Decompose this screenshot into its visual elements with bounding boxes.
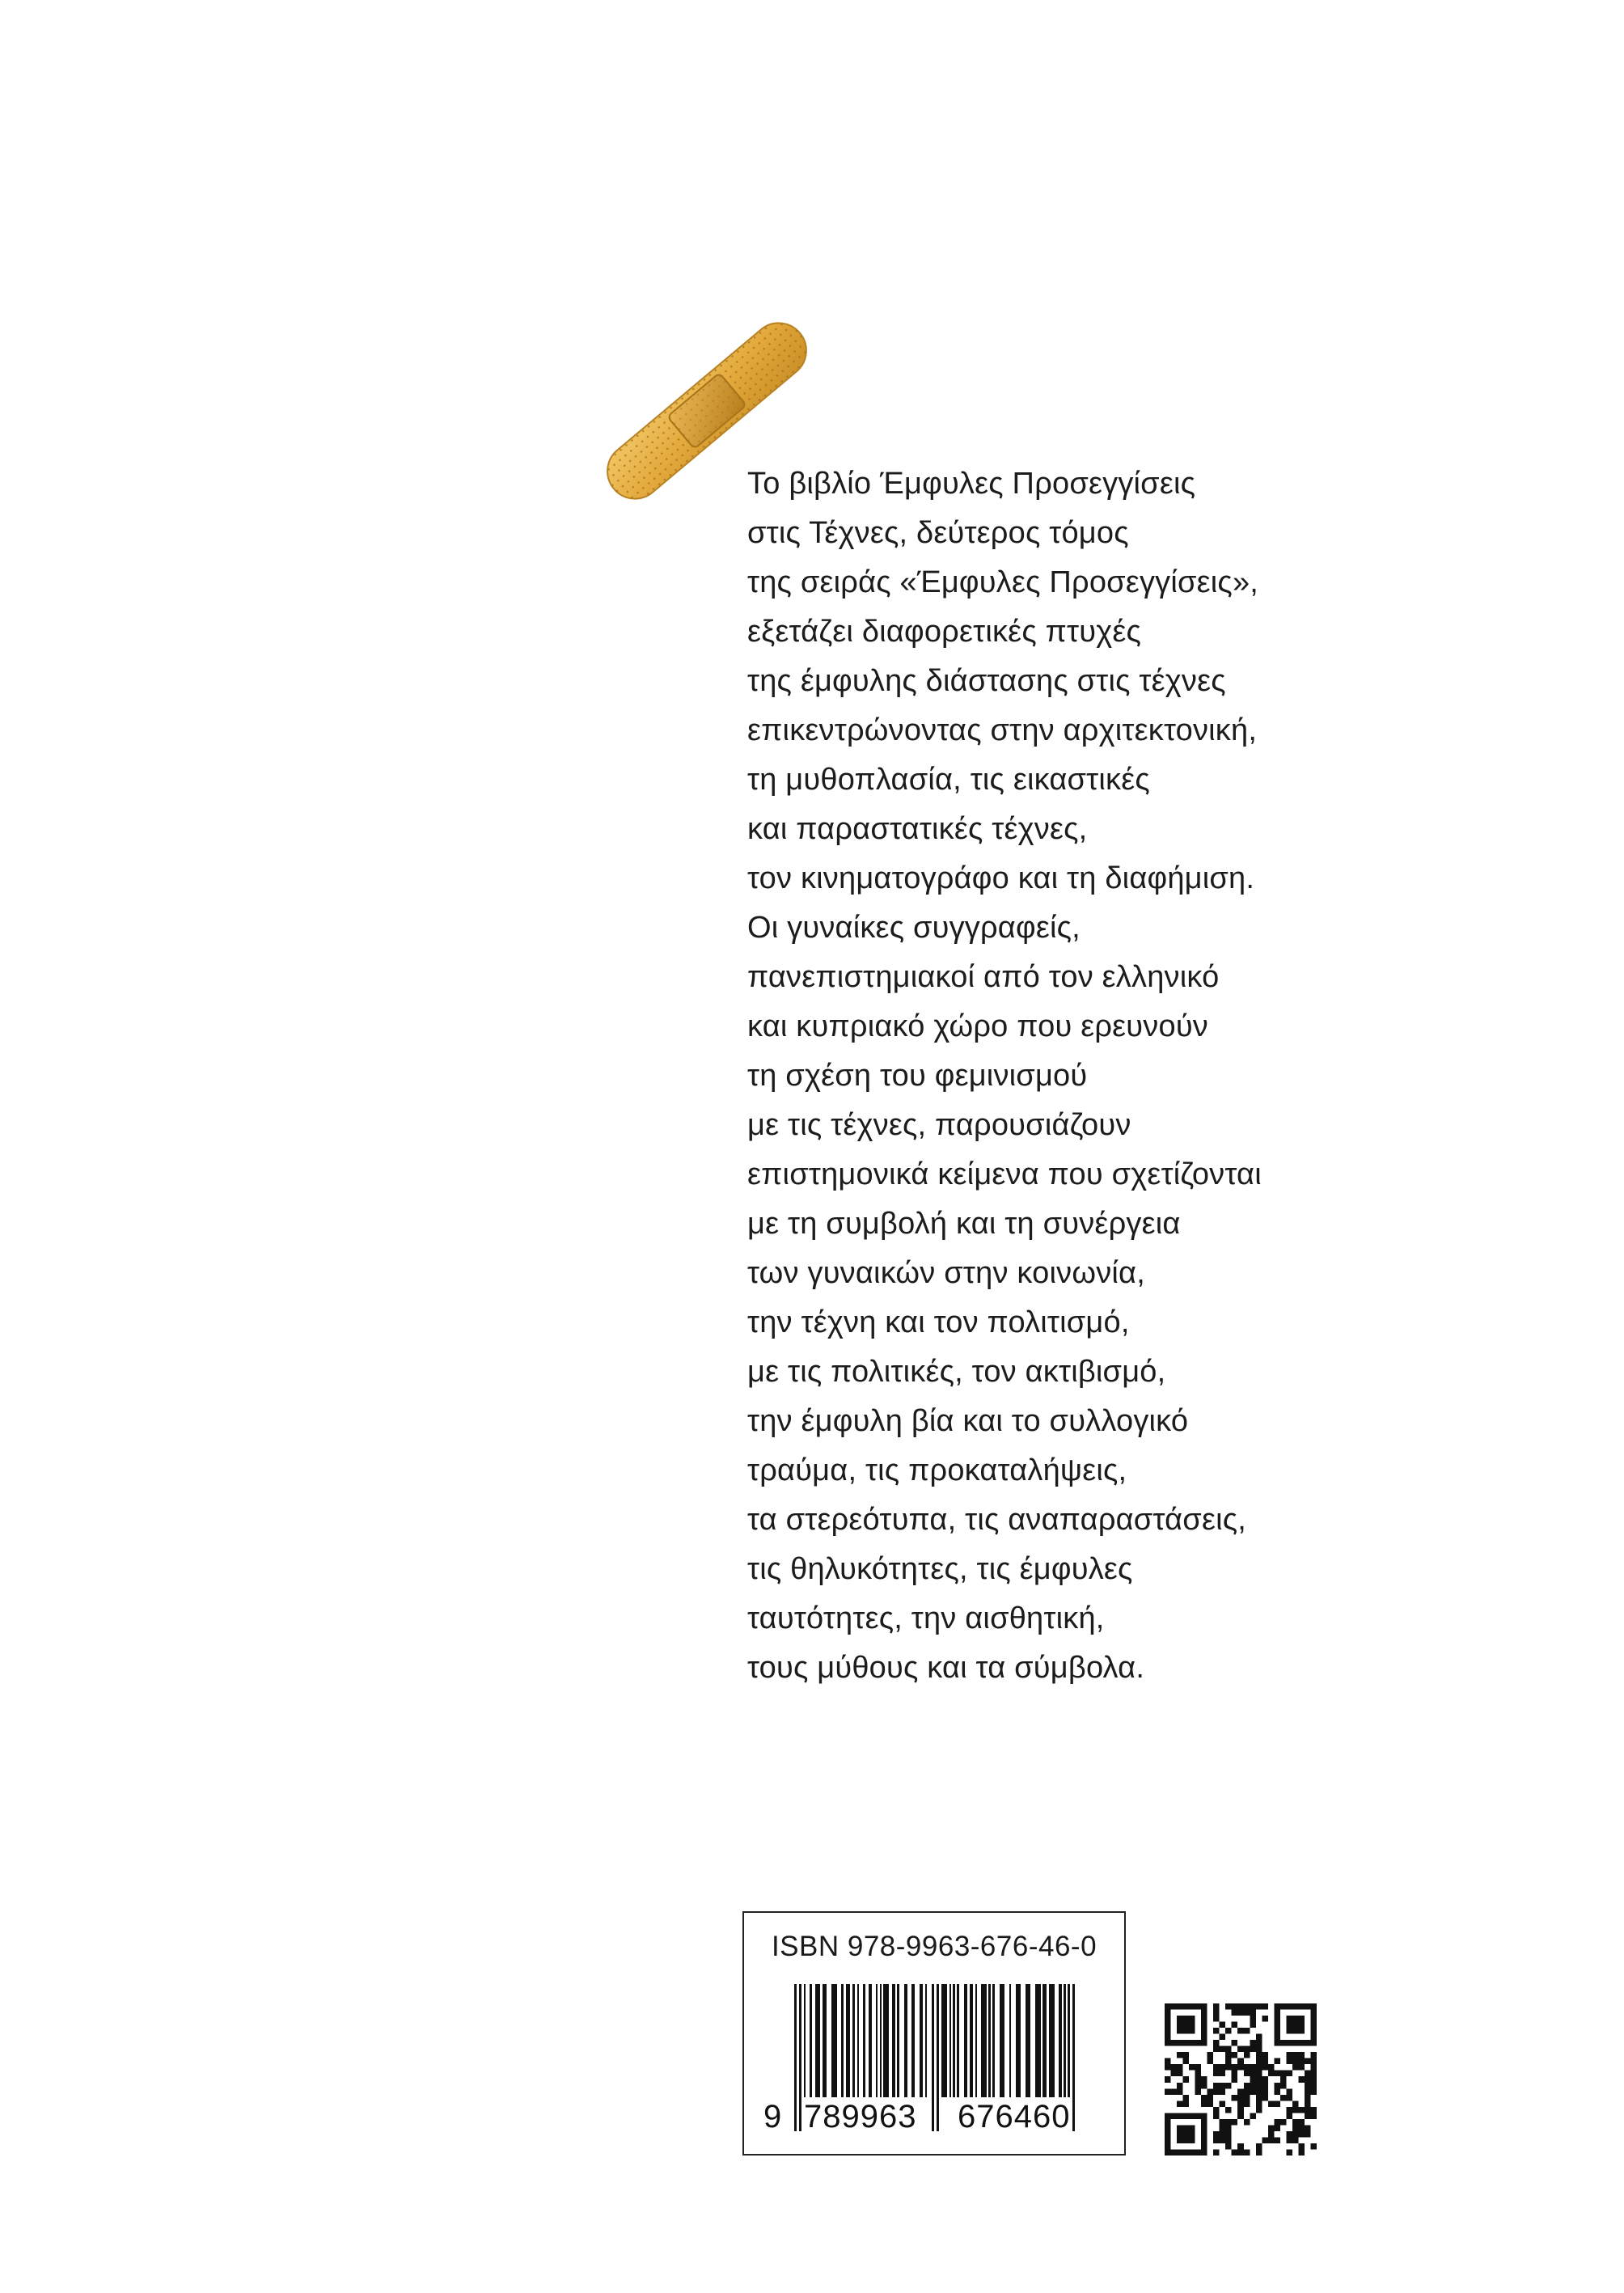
blurb-line: της έμφυλης διάστασης στις τέχνες	[747, 664, 1226, 698]
blurb-line: τις θηλυκότητες, τις έμφυλες	[747, 1552, 1133, 1586]
blurb-line: την τέχνη και τον πολιτισμό,	[747, 1305, 1130, 1339]
blurb-line: επικεντρώνοντας στην αρχιτεκτονική,	[747, 713, 1258, 747]
barcode-right-group: 676460	[958, 2099, 1071, 2134]
blurb-line: επιστημονικά κείμενα που σχετίζονται	[747, 1157, 1262, 1191]
blurb-line: και παραστατικές τέχνες,	[747, 812, 1088, 846]
blurb-line: εξετάζει διαφορετικές πτυχές	[747, 615, 1142, 649]
blurb-line: ταυτότητες, την αισθητική,	[747, 1601, 1105, 1635]
blurb-line: τον κινηματογράφο και τη διαφήμιση.	[747, 861, 1255, 895]
blurb-line: τραύμα, τις προκαταλήψεις,	[747, 1453, 1127, 1487]
barcode-first-digit: 9	[763, 2099, 782, 2134]
blurb-line: στις Τέχνες, δεύτερος τόμος	[747, 516, 1129, 550]
blurb-line: την έμφυλη βία και το συλλογικό	[747, 1404, 1189, 1438]
qr-code-icon	[1165, 2003, 1317, 2156]
blurb-line: των γυναικών στην κοινωνία,	[747, 1256, 1145, 1290]
blurb-line: με τις τέχνες, παρουσιάζουν	[747, 1108, 1131, 1142]
back-cover-blurb	[747, 459, 1556, 1693]
barcode-digits	[744, 2097, 1124, 2143]
barcode-left-group: 789963	[804, 2099, 917, 2134]
blurb-line: με τη συμβολή και τη συνέργεια	[747, 1207, 1181, 1241]
blurb-line: Το βιβλίο Έμφυλες Προσεγγίσεις	[747, 467, 1196, 501]
blurb-line: Οι γυναίκες συγγραφείς,	[747, 911, 1081, 945]
blurb-line: με τις πολιτικές, τον ακτιβισμό,	[747, 1355, 1166, 1389]
isbn-barcode-box	[742, 1911, 1126, 2156]
isbn-label: ISBN 978-9963-676-46-0	[771, 1931, 1097, 1962]
blurb-line: της σειράς «Έμφυλες Προσεγγίσεις»,	[747, 565, 1259, 599]
blurb-line: τη σχέση του φεμινισμού	[747, 1059, 1088, 1093]
blurb-line: και κυπριακό χώρο που ερευνούν	[747, 1009, 1209, 1043]
blurb-line: τη μυθοπλασία, τις εικαστικές	[747, 763, 1150, 797]
blurb-line: τους μύθους και τα σύμβολα.	[747, 1651, 1145, 1685]
blurb-line: τα στερεότυπα, τις αναπαραστάσεις,	[747, 1503, 1247, 1537]
blurb-line: πανεπιστημιακοί από τον ελληνικό	[747, 960, 1220, 994]
